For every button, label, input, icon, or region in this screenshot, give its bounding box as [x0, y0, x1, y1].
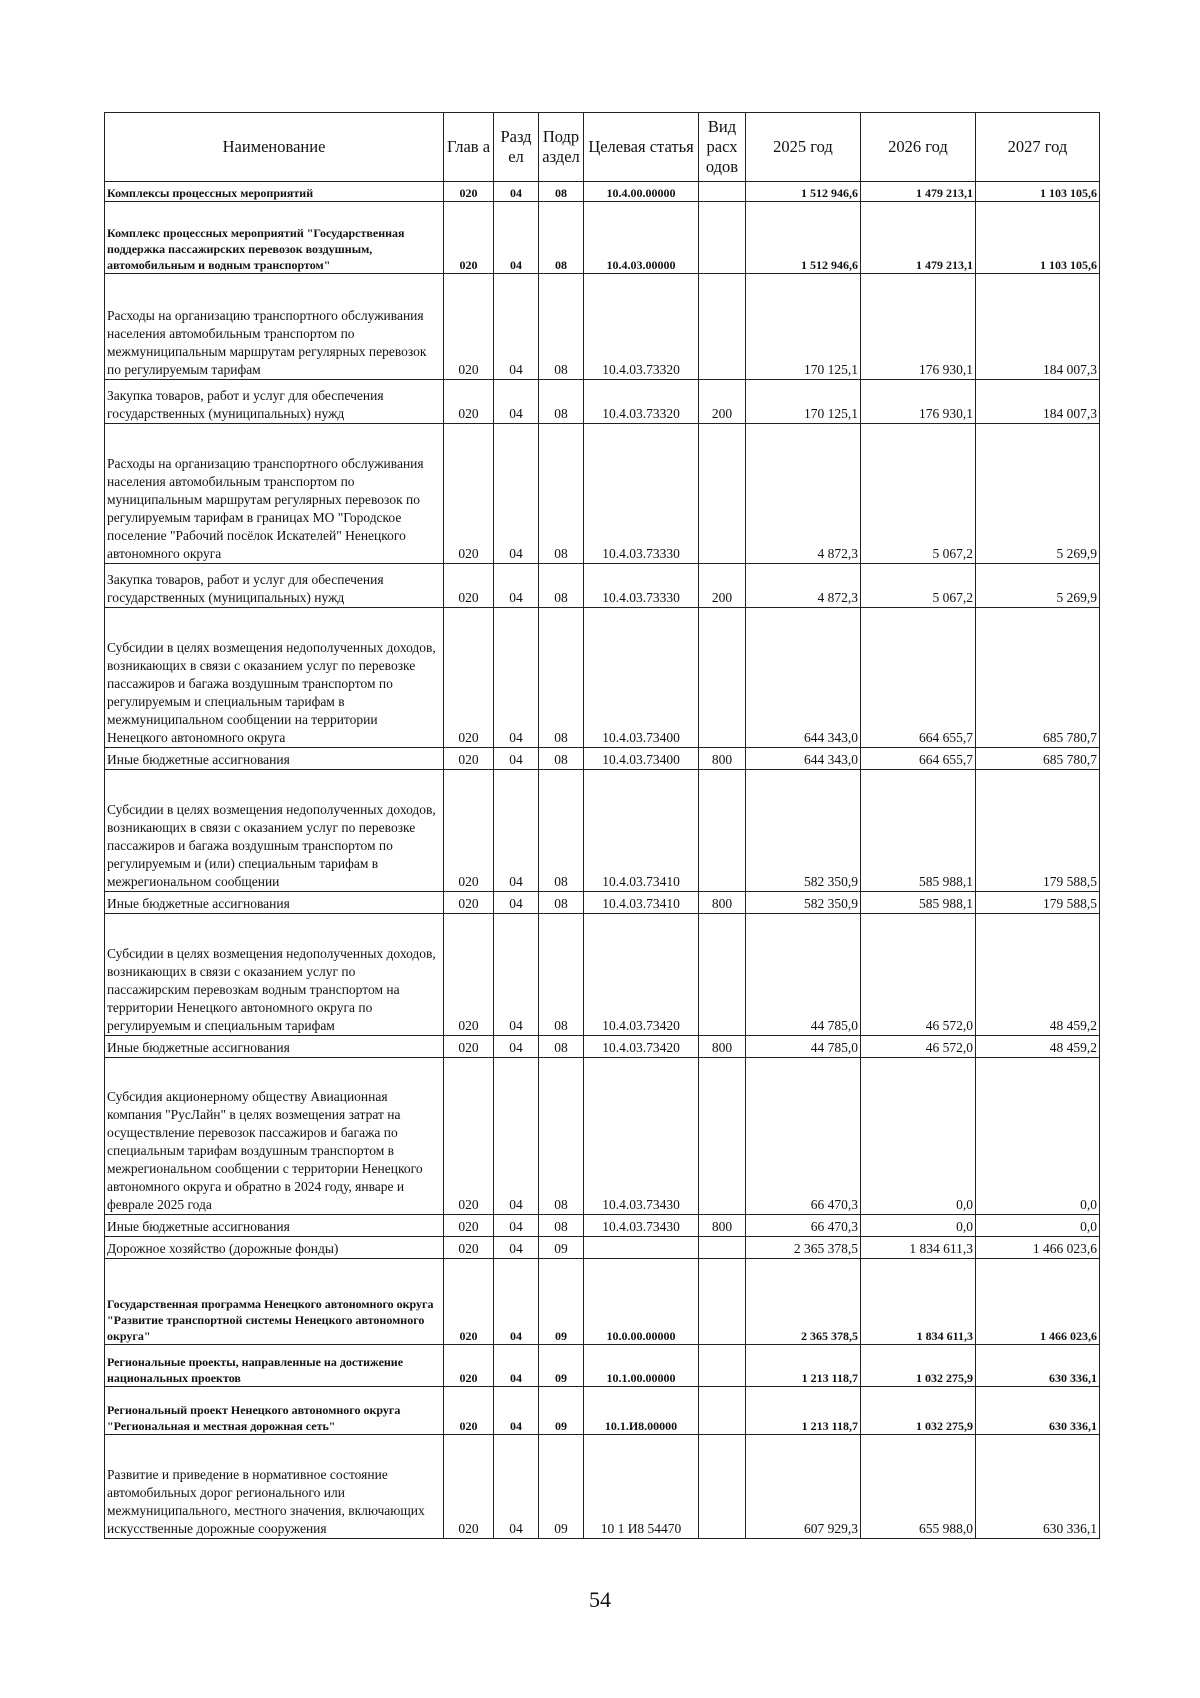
row-target-article: 10.0.00.00000: [584, 1259, 699, 1345]
row-value-2027: 0,0: [976, 1058, 1100, 1215]
row-subsection: 09: [539, 1237, 584, 1259]
row-section: 04: [494, 1345, 539, 1387]
row-target-article: 10.4.03.73420: [584, 914, 699, 1036]
row-expense-type: [699, 424, 746, 564]
row-chapter: 020: [444, 892, 494, 914]
row-value-2026: 585 988,1: [861, 892, 976, 914]
row-value-2027: 1 466 023,6: [976, 1237, 1100, 1259]
row-target-article: 10.4.03.73320: [584, 380, 699, 424]
table-row: [105, 202, 1100, 274]
row-target-article: 10.4.03.73400: [584, 748, 699, 770]
row-expense-type: [699, 274, 746, 380]
row-section: 04: [494, 202, 539, 274]
table-row: [105, 1058, 1100, 1215]
row-expense-type: 800: [699, 1215, 746, 1237]
row-target-article: 10.4.03.73430: [584, 1215, 699, 1237]
row-value-2025: 644 343,0: [746, 748, 861, 770]
col-header-subsection: Подр аздел: [539, 113, 584, 182]
row-section: 04: [494, 1387, 539, 1435]
row-value-2025: 170 125,1: [746, 274, 861, 380]
row-name: Комплекс процессных мероприятий "Государственная поддержка пассажирских перевозок воздушным, автомобильным и водным транспортом": [105, 202, 444, 274]
row-subsection: 08: [539, 914, 584, 1036]
table-row: [105, 274, 1100, 380]
table-row: [105, 1259, 1100, 1345]
row-expense-type: [699, 1058, 746, 1215]
row-target-article: 10 1 И8 54470: [584, 1435, 699, 1539]
row-value-2025: 1 213 118,7: [746, 1345, 861, 1387]
row-expense-type: [699, 1345, 746, 1387]
col-header-2027: 2027 год: [976, 113, 1100, 182]
row-subsection: 08: [539, 424, 584, 564]
row-value-2027: 685 780,7: [976, 748, 1100, 770]
table-row: [105, 608, 1100, 748]
row-expense-type: [699, 608, 746, 748]
row-target-article: 10.4.00.00000: [584, 182, 699, 202]
row-name: Комплексы процессных мероприятий: [105, 182, 444, 202]
table-row: [105, 748, 1100, 770]
table-row: [105, 1345, 1100, 1387]
row-value-2026: 46 572,0: [861, 1036, 976, 1058]
row-section: 04: [494, 770, 539, 892]
row-section: 04: [494, 1215, 539, 1237]
row-value-2026: 1 479 213,1: [861, 202, 976, 274]
row-name: Расходы на организацию транспортного обслуживания населения автомобильным транспортом по межмуниципальным маршрутам регулярных перевозок по регулируемым тарифам: [105, 274, 444, 380]
row-value-2025: 1 512 946,6: [746, 202, 861, 274]
row-chapter: 020: [444, 914, 494, 1036]
row-name: Закупка товаров, работ и услуг для обеспечения государственных (муниципальных) нужд: [105, 564, 444, 608]
row-value-2026: 1 032 275,9: [861, 1345, 976, 1387]
row-section: 04: [494, 1237, 539, 1259]
row-subsection: 08: [539, 748, 584, 770]
row-name: Иные бюджетные ассигнования: [105, 748, 444, 770]
table-row: [105, 1036, 1100, 1058]
row-subsection: 08: [539, 892, 584, 914]
row-target-article: 10.4.03.73430: [584, 1058, 699, 1215]
row-name: Субсидии в целях возмещения недополученных доходов, возникающих в связи с оказанием услуг по перевозке пассажиров и багажа воздушным транспортом по регулируемым и специальным тарифам в межмуниципальном сообщении на территории Ненецкого автономного округа: [105, 608, 444, 748]
row-value-2026: 1 479 213,1: [861, 182, 976, 202]
row-value-2026: 1 032 275,9: [861, 1387, 976, 1435]
row-value-2025: 4 872,3: [746, 564, 861, 608]
col-header-target-article: Целевая статья: [584, 113, 699, 182]
row-chapter: 020: [444, 380, 494, 424]
row-name: Развитие и приведение в нормативное состояние автомобильных дорог регионального или межмуниципального, местного значения, включающих искусственные дорожные сооружения: [105, 1435, 444, 1539]
row-value-2025: 644 343,0: [746, 608, 861, 748]
row-chapter: 020: [444, 1435, 494, 1539]
row-expense-type: [699, 1259, 746, 1345]
row-expense-type: 200: [699, 564, 746, 608]
row-section: 04: [494, 182, 539, 202]
row-value-2027: 179 588,5: [976, 892, 1100, 914]
row-subsection: 09: [539, 1259, 584, 1345]
row-value-2027: 48 459,2: [976, 1036, 1100, 1058]
row-target-article: 10.4.03.73410: [584, 770, 699, 892]
row-section: 04: [494, 1058, 539, 1215]
row-target-article: 10.4.03.73330: [584, 424, 699, 564]
row-subsection: 09: [539, 1345, 584, 1387]
row-chapter: 020: [444, 182, 494, 202]
row-target-article: 10.4.03.73320: [584, 274, 699, 380]
row-value-2026: 0,0: [861, 1058, 976, 1215]
row-value-2027: 1 466 023,6: [976, 1259, 1100, 1345]
row-value-2026: 5 067,2: [861, 424, 976, 564]
row-chapter: 020: [444, 1237, 494, 1259]
row-value-2027: 184 007,3: [976, 380, 1100, 424]
row-value-2027: 5 269,9: [976, 424, 1100, 564]
row-chapter: 020: [444, 1058, 494, 1215]
row-name: Субсидии в целях возмещения недополученных доходов, возникающих в связи с оказанием услуг по пассажирским перевозкам водным транспортом на территории Ненецкого автономного округа по регулируемым и специальным тарифам: [105, 914, 444, 1036]
table-row: [105, 1237, 1100, 1259]
row-subsection: 09: [539, 1435, 584, 1539]
row-chapter: 020: [444, 274, 494, 380]
row-section: 04: [494, 1435, 539, 1539]
row-chapter: 020: [444, 1259, 494, 1345]
row-value-2025: 66 470,3: [746, 1058, 861, 1215]
col-header-2025: 2025 год: [746, 113, 861, 182]
row-name: Региональный проект Ненецкого автономного округа "Региональная и местная дорожная сеть": [105, 1387, 444, 1435]
row-subsection: 08: [539, 1058, 584, 1215]
row-name: Государственная программа Ненецкого автономного округа "Развитие транспортной системы Ненецкого автономного округа": [105, 1259, 444, 1345]
col-header-name: Наименование: [105, 113, 444, 182]
col-header-chapter: Глав а: [444, 113, 494, 182]
row-section: 04: [494, 608, 539, 748]
row-expense-type: [699, 182, 746, 202]
row-expense-type: [699, 202, 746, 274]
row-value-2025: 582 350,9: [746, 892, 861, 914]
row-section: 04: [494, 274, 539, 380]
row-value-2026: 176 930,1: [861, 380, 976, 424]
table-row: [105, 914, 1100, 1036]
row-target-article: 10.4.03.73420: [584, 1036, 699, 1058]
row-value-2027: 184 007,3: [976, 274, 1100, 380]
row-chapter: 020: [444, 1036, 494, 1058]
row-target-article: 10.4.03.00000: [584, 202, 699, 274]
row-expense-type: [699, 914, 746, 1036]
col-header-2026: 2026 год: [861, 113, 976, 182]
row-section: 04: [494, 748, 539, 770]
page-number: 54: [589, 1587, 611, 1612]
row-value-2026: 46 572,0: [861, 914, 976, 1036]
row-expense-type: [699, 1435, 746, 1539]
row-value-2026: 1 834 611,3: [861, 1259, 976, 1345]
row-value-2026: 1 834 611,3: [861, 1237, 976, 1259]
row-subsection: 08: [539, 1036, 584, 1058]
col-header-section: Разд ел: [494, 113, 539, 182]
row-name: Расходы на организацию транспортного обслуживания населения автомобильным транспортом по муниципальным маршрутам регулярных перевозок по регулируемым тарифам в границах МО "Городское поселение "Рабочий посёлок Искателей" Ненецкого автономного округа: [105, 424, 444, 564]
table-row: [105, 380, 1100, 424]
row-name: Иные бюджетные ассигнования: [105, 1215, 444, 1237]
row-section: 04: [494, 892, 539, 914]
row-value-2025: 66 470,3: [746, 1215, 861, 1237]
row-name: Субсидии в целях возмещения недополученных доходов, возникающих в связи с оказанием услуг по перевозке пассажиров и багажа воздушным транспортом по регулируемым и (или) специальным тарифам в межрегиональном сообщении: [105, 770, 444, 892]
row-value-2025: 2 365 378,5: [746, 1237, 861, 1259]
row-section: 04: [494, 424, 539, 564]
row-subsection: 08: [539, 1215, 584, 1237]
row-section: 04: [494, 914, 539, 1036]
row-chapter: 020: [444, 1387, 494, 1435]
row-subsection: 08: [539, 202, 584, 274]
table-row: [105, 1435, 1100, 1539]
row-subsection: 08: [539, 564, 584, 608]
row-expense-type: 800: [699, 748, 746, 770]
table-row: [105, 564, 1100, 608]
row-target-article: 10.1.И8.00000: [584, 1387, 699, 1435]
row-expense-type: 800: [699, 1036, 746, 1058]
row-value-2025: 44 785,0: [746, 1036, 861, 1058]
row-subsection: 08: [539, 608, 584, 748]
budget-table: [104, 112, 1100, 1539]
row-value-2027: 630 336,1: [976, 1345, 1100, 1387]
row-value-2026: 655 988,0: [861, 1435, 976, 1539]
table-row: [105, 424, 1100, 564]
row-chapter: 020: [444, 748, 494, 770]
row-value-2026: 664 655,7: [861, 608, 976, 748]
row-value-2025: 582 350,9: [746, 770, 861, 892]
row-value-2025: 4 872,3: [746, 424, 861, 564]
row-name: Региональные проекты, направленные на достижение национальных проектов: [105, 1345, 444, 1387]
row-value-2027: 1 103 105,6: [976, 182, 1100, 202]
row-value-2025: 607 929,3: [746, 1435, 861, 1539]
row-value-2026: 0,0: [861, 1215, 976, 1237]
row-value-2027: 685 780,7: [976, 608, 1100, 748]
row-expense-type: [699, 1387, 746, 1435]
row-value-2025: 2 365 378,5: [746, 1259, 861, 1345]
row-value-2027: 630 336,1: [976, 1435, 1100, 1539]
row-section: 04: [494, 380, 539, 424]
row-expense-type: [699, 1237, 746, 1259]
row-expense-type: 800: [699, 892, 746, 914]
row-value-2027: 5 269,9: [976, 564, 1100, 608]
row-value-2025: 170 125,1: [746, 380, 861, 424]
table-body: [105, 182, 1100, 1539]
row-target-article: 10.4.03.73330: [584, 564, 699, 608]
row-chapter: 020: [444, 608, 494, 748]
row-expense-type: [699, 770, 746, 892]
row-target-article: 10.4.03.73400: [584, 608, 699, 748]
row-value-2026: 5 067,2: [861, 564, 976, 608]
row-chapter: 020: [444, 564, 494, 608]
row-value-2025: 1 512 946,6: [746, 182, 861, 202]
table-row: [105, 182, 1100, 202]
row-value-2026: 585 988,1: [861, 770, 976, 892]
row-subsection: 08: [539, 380, 584, 424]
row-subsection: 08: [539, 770, 584, 892]
row-value-2025: 1 213 118,7: [746, 1387, 861, 1435]
row-chapter: 020: [444, 770, 494, 892]
row-subsection: 09: [539, 1387, 584, 1435]
row-subsection: 08: [539, 274, 584, 380]
table-row: [105, 892, 1100, 914]
row-value-2027: 630 336,1: [976, 1387, 1100, 1435]
col-header-expense-type: Вид расх одов: [699, 113, 746, 182]
row-value-2027: 179 588,5: [976, 770, 1100, 892]
row-target-article: 10.1.00.00000: [584, 1345, 699, 1387]
row-chapter: 020: [444, 1345, 494, 1387]
row-target-article: [584, 1237, 699, 1259]
row-value-2027: 1 103 105,6: [976, 202, 1100, 274]
row-value-2027: 0,0: [976, 1215, 1100, 1237]
table-row: [105, 770, 1100, 892]
table-row: [105, 1215, 1100, 1237]
row-expense-type: 200: [699, 380, 746, 424]
row-value-2026: 664 655,7: [861, 748, 976, 770]
row-name: Закупка товаров, работ и услуг для обеспечения государственных (муниципальных) нужд: [105, 380, 444, 424]
row-section: 04: [494, 1259, 539, 1345]
row-value-2027: 48 459,2: [976, 914, 1100, 1036]
row-section: 04: [494, 564, 539, 608]
row-name: Иные бюджетные ассигнования: [105, 892, 444, 914]
row-name: Субсидия акционерному обществу Авиационная компания "РусЛайн" в целях возмещения затрат на осуществление перевозок пассажиров и багажа по специальным тарифам воздушным транспортом в межрегиональном сообщении с территории Ненецкого автономного округа и обратно в 2024 году, январе и феврале 2025 года: [105, 1058, 444, 1215]
row-value-2025: 44 785,0: [746, 914, 861, 1036]
row-subsection: 08: [539, 182, 584, 202]
row-name: Дорожное хозяйство (дорожные фонды): [105, 1237, 444, 1259]
row-chapter: 020: [444, 424, 494, 564]
row-name: Иные бюджетные ассигнования: [105, 1036, 444, 1058]
row-value-2026: 176 930,1: [861, 274, 976, 380]
row-target-article: 10.4.03.73410: [584, 892, 699, 914]
row-section: 04: [494, 1036, 539, 1058]
row-chapter: 020: [444, 1215, 494, 1237]
table-row: [105, 1387, 1100, 1435]
table-header-row: [105, 113, 1100, 182]
row-chapter: 020: [444, 202, 494, 274]
